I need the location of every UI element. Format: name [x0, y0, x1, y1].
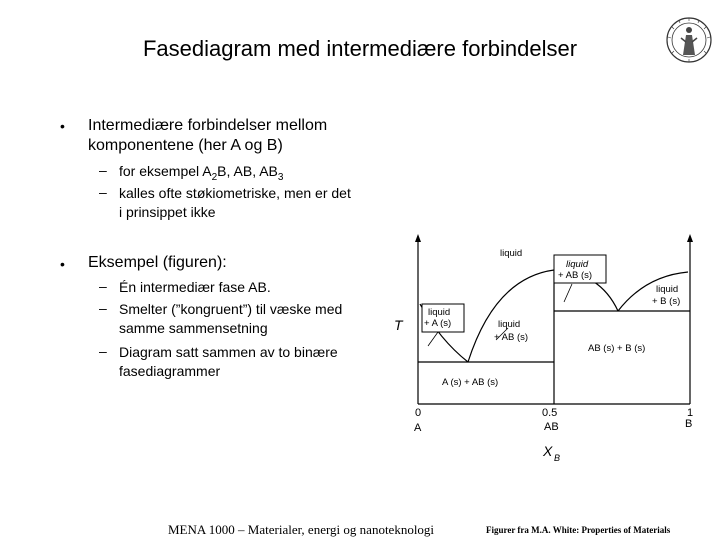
bullet1-line2: komponentene (her A og B) — [88, 137, 283, 154]
dash-marker: – — [99, 184, 107, 200]
bullet2-sub1: Én intermediær fase AB. — [119, 279, 271, 295]
x-tick-name-ab: AB — [544, 421, 559, 433]
footer-source: Figurer fra M.A. White: Properties of Materials — [486, 525, 671, 535]
phase-diagram — [380, 228, 710, 478]
bullet2-sub3-line2: fasediagrammer — [119, 363, 221, 379]
x-tick-name-b: B — [685, 418, 693, 430]
y-axis-label: T — [394, 317, 403, 333]
region-liquid-ab-mid-1: liquid — [498, 319, 521, 330]
region-liquid-a-2: + A (s) — [424, 318, 452, 329]
bullet2-sub2-line1: Smelter (”kongruent”) til væske med — [119, 301, 343, 317]
region-ab-b: AB (s) + B (s) — [588, 343, 646, 354]
region-liquid-a-1: liquid — [428, 307, 451, 318]
bullet1-sub2-line1: kalles ofte støkiometriske, men er det — [119, 185, 351, 201]
dash-marker: – — [99, 343, 107, 359]
footer-course: MENA 1000 – Materialer, energi og nanoteknologi — [168, 522, 435, 537]
bullet-marker: • — [60, 118, 65, 134]
bullet1-line1: Intermediære forbindelser mellom — [88, 117, 328, 134]
x-axis-subscript: B — [554, 453, 561, 463]
bullet1-sub2-line2: i prinsippet ikke — [119, 204, 216, 220]
dash-marker: – — [99, 278, 107, 294]
x-tick-name-a: A — [414, 422, 422, 434]
region-a-ab: A (s) + AB (s) — [442, 377, 499, 388]
x-tick-value-0: 0 — [415, 407, 422, 419]
dash-marker: – — [99, 162, 107, 178]
dash-marker: – — [99, 300, 107, 316]
x-tick-value-05: 0.5 — [542, 407, 558, 419]
region-liquid-ab-1: liquid — [566, 259, 589, 270]
region-liquid-ab-mid-2: + AB (s) — [494, 332, 529, 343]
region-liquid-b-1: liquid — [656, 284, 679, 295]
bullet2-text: Eksempel (figuren): — [88, 254, 227, 271]
bullet2-sub2-line2: samme sammensetning — [119, 320, 268, 336]
bullet-marker: • — [60, 256, 65, 272]
x-axis-label: X — [543, 443, 553, 459]
x-tick-value-1: 1 — [687, 407, 694, 419]
region-liquid-b-2: + B (s) — [652, 296, 681, 307]
region-liquid-ab-2: + AB (s) — [558, 270, 593, 281]
region-liquid: liquid — [500, 248, 523, 259]
bullet2-sub3-line1: Diagram satt sammen av to binære — [119, 344, 338, 360]
bullet1-sub1: for eksempel $A_2B$, AB, $AB_3$ — [119, 163, 284, 183]
slide-title: Fasediagram med intermediære forbindelser — [142, 36, 578, 61]
